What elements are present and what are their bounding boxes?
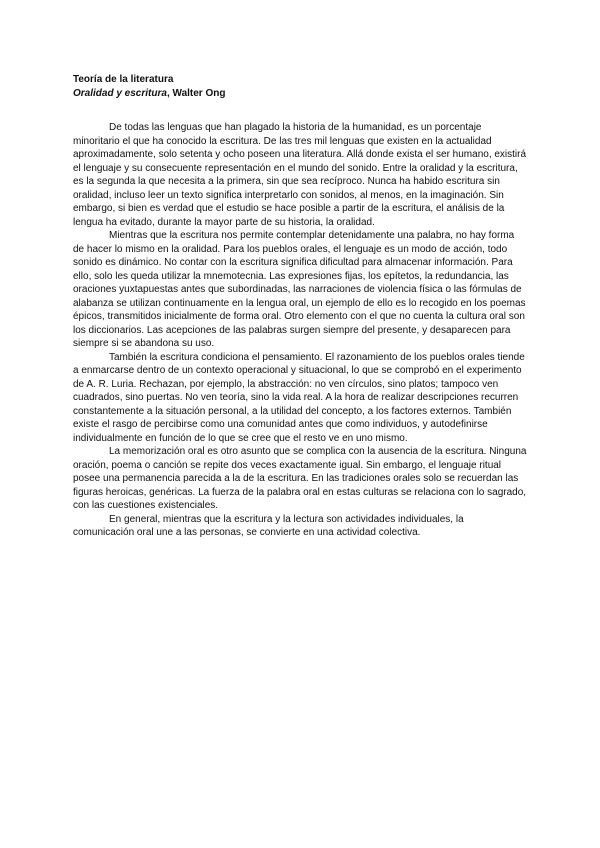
paragraph: La memorización oral es otro asunto que se complica con la ausencia de la escritura. Ninguna oración, poema o canción se repite dos veces exactamente igual. Sin embargo, el lenguaje ritual posee una permanencia parecida a la de la escritura. En las tradiciones orales solo se recuerdan las figuras heroicas, genéricas. La fuerza de la palabra oral en estas culturas se relaciona con lo sagrado, con las cuestiones existenciales. <box>73 446 527 511</box>
document-body <box>73 121 527 540</box>
author-name: Walter Ong <box>172 88 226 99</box>
document-page <box>73 73 527 540</box>
work-title: Oralidad y escritura <box>73 88 167 99</box>
subtitle-separator: , <box>166 88 173 99</box>
document-title: Teoría de la literatura <box>73 74 174 85</box>
paragraph: En general, mientras que la escritura y la lectura son actividades individuales, la comunicación oral une a las personas, se convierte en una actividad colectiva. <box>73 513 464 538</box>
paragraph: De todas las lenguas que han plagado la historia de la humanidad, es un porcentaje minoritario el que ha conocido la escritura. De las tres mil lenguas que existen en la actualidad aproximadamente, solo setenta y ocho poseen una literatura. Allá donde exista el ser humano, existirá el lenguaje y su consecuente representación en el mundo del sonido. Entre la oralidad y la escritura, es la segunda la que necesita a la primera, sin que sea recíproco. Nunca ha habido escritura sin oralidad, incluso leer un texto significa interpretarlo con sonidos, al menos, en la imaginación. Sin embargo, si bien es verdad que el estudio se hace posible a partir de la escritura, el análisis de la lengua ha evitado, durante la mayor parte de su historia, la oralidad. <box>73 122 527 228</box>
paragraph: Mientras que la escritura nos permite contemplar detenidamente una palabra, no hay forma de hacer lo mismo en la oralidad. Para los pueblos orales, el lenguaje es un modo de acción, todo sonido es dinámico. No contar con la escritura significa dificultad para almacenar información. Para ello, solo les queda utilizar la mnemotecnia. Las expresiones fijas, los epítetos, la redundancia, las oraciones yuxtapuestas antes que subordinadas, las narraciones de violencia física o las fórmulas de alabanza se utilizan continuamente en la lengua oral, un ejemplo de ello es lo recogido en los poemas épicos, transmitidos inicialmente de forma oral. Otro elemento con el que no cuenta la cultura oral son los diccionarios. Las acepciones de las palabras surgen siempre del presente, y desaparecen para siempre si se abandona su uso. <box>73 230 526 349</box>
paragraph: También la escritura condiciona el pensamiento. El razonamiento de los pueblos orales tiende a enmarcarse dentro de un contexto operacional y situacional, lo que se comprobó en el experimento de A. R. Luria. Rechazan, por ejemplo, la abstracción: no ven círculos, sino platos; tampoco ven cuadrados, sino puertas. No ven teoría, sino la vida real. A la hora de realizar descripciones recurren constantemente a la situación personal, a la utilidad del concepto, a los factores externos. También existe el rasgo de percibirse como una comunidad antes que como individuos, y autodefinirse individualmente en función de lo que se cree que el resto ve en uno mismo. <box>73 351 525 444</box>
document-subtitle <box>73 87 527 101</box>
